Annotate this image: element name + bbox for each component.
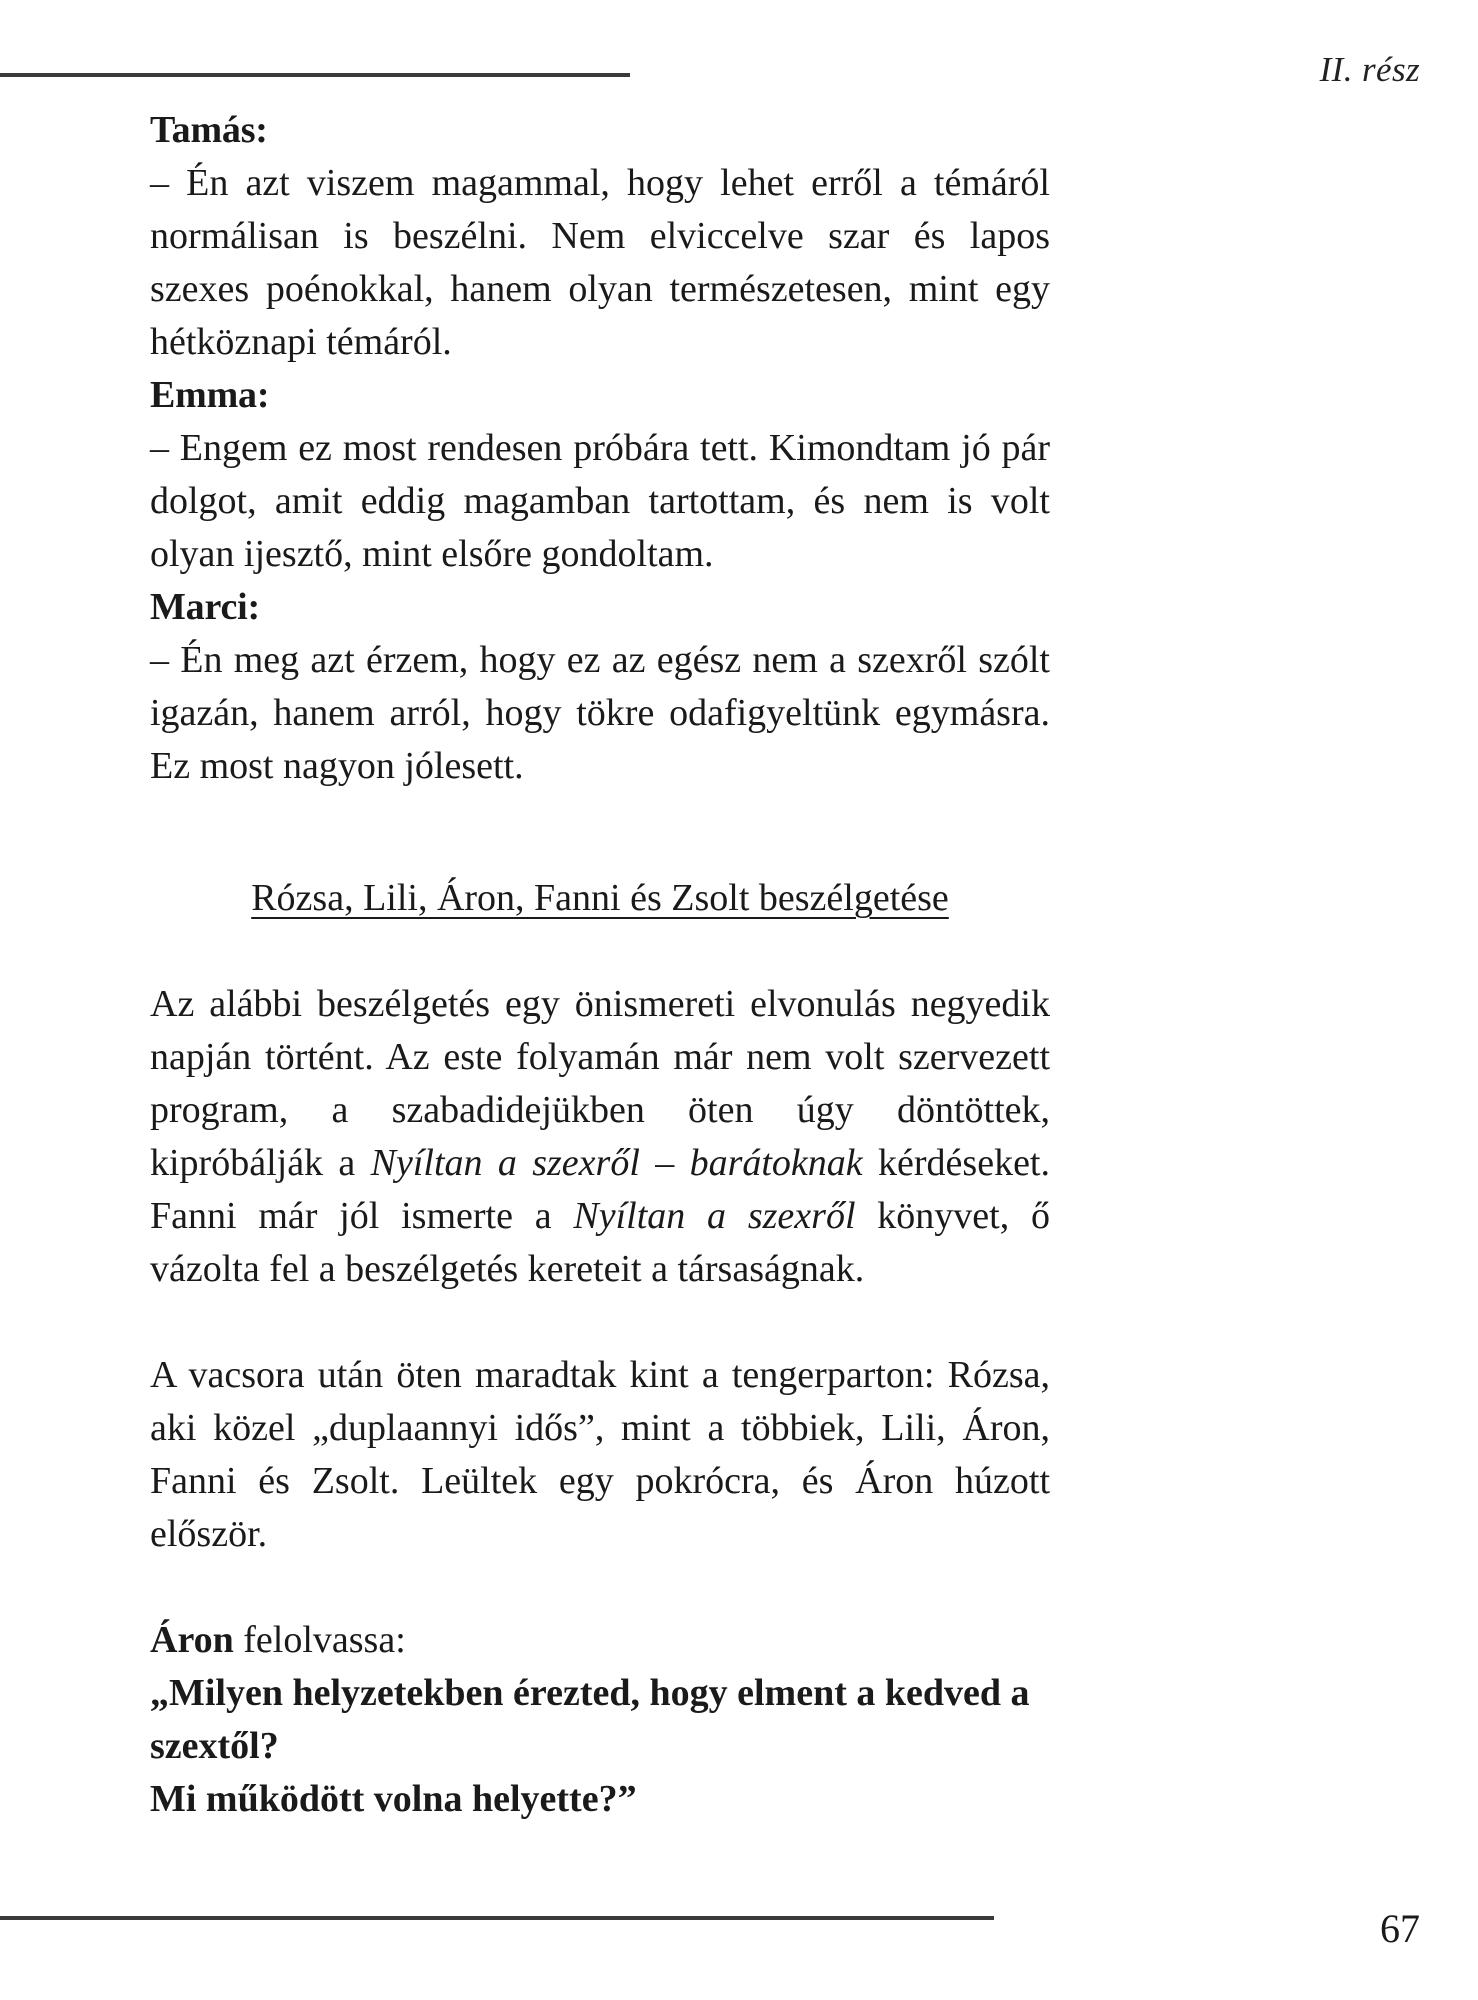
- question-line-1: „Milyen helyzetekben érezted, hogy elment a kedved a szextől?: [150, 1672, 1030, 1767]
- spacer: [150, 1561, 1050, 1614]
- dialogue-text-marci: – Én meg azt érzem, hogy ez az egész nem a szexről szólt igazán, hanem arról, hogy tökre odafigyeltünk egymásra. Ez most nagyon jólesett.: [150, 639, 1050, 787]
- intro-part-1: Az alábbi beszélgetés egy önismereti elvonulás negyedik napján történt. Az este folyamán már nem volt szervezett program, a szabadidejükben öten úgy döntöttek, kipróbálják a: [150, 983, 1050, 1184]
- spacer: [150, 793, 1050, 846]
- spacer: [150, 925, 1050, 978]
- page-header: [0, 50, 1478, 110]
- question-line-2: Mi működött volna helyette?”: [150, 1778, 637, 1820]
- reader-lead-in: [150, 1614, 1050, 1667]
- speaker-name-tamas: Tamás:: [150, 109, 268, 151]
- intro-part-3: könyvet, ő vázolta fel a beszélgetés kereteit a társaságnak.: [150, 1195, 1050, 1290]
- dialogue-text-emma: – Engem ez most rendesen próbára tett. Kimondtam jó pár dolgot, amit eddig magamban tartottam, és nem is volt olyan ijesztő, mint elsőre gondoltam.: [150, 427, 1050, 575]
- page-footer: [0, 1894, 1478, 1958]
- running-head: II. rész: [1319, 50, 1420, 89]
- book-title-italic-1: Nyíltan a szexről – barátoknak: [370, 1142, 863, 1184]
- book-title-italic-2: Nyíltan a szexről: [573, 1195, 856, 1237]
- reader-name: Áron: [150, 1619, 234, 1661]
- dialogue-text-tamas: – Én azt viszem magammal, hogy lehet erről a témáról normálisan is beszélni. Nem elviccelve szar és lapos szexes poénokkal, hanem olyan természetesen, mint egy hétköznapi témáról.: [150, 162, 1050, 363]
- section-heading-text: Rózsa, Lili, Áron, Fanni és Zsolt beszélgetése: [251, 877, 949, 919]
- reader-action: felolvassa:: [233, 1619, 406, 1661]
- footer-rule: [0, 1916, 994, 1920]
- intro-paragraph: [150, 978, 1050, 1296]
- speaker-name-emma: Emma:: [150, 374, 270, 416]
- page-number: 67: [1380, 1906, 1420, 1951]
- intro-part-2: kérdéseket. Fanni már jól ismerte a: [150, 1142, 1050, 1237]
- speaker-name-marci: Marci:: [150, 586, 260, 628]
- setting-paragraph: A vacsora után öten maradtak kint a tengerparton: Rózsa, aki közel „duplaannyi idős”, mint a többiek, Lili, Áron, Fanni és Zsolt. Leültek egy pokrócra, és Áron húzott először.: [150, 1354, 1050, 1555]
- dialogue-block-marci: [150, 581, 1050, 793]
- text-column: [150, 104, 1050, 1826]
- section-heading: [150, 872, 1050, 925]
- header-rule: [0, 73, 630, 77]
- spacer: [150, 1296, 1050, 1349]
- spacer: [150, 846, 1050, 872]
- dialogue-block-emma: [150, 369, 1050, 581]
- dialogue-block-tamas: [150, 104, 1050, 369]
